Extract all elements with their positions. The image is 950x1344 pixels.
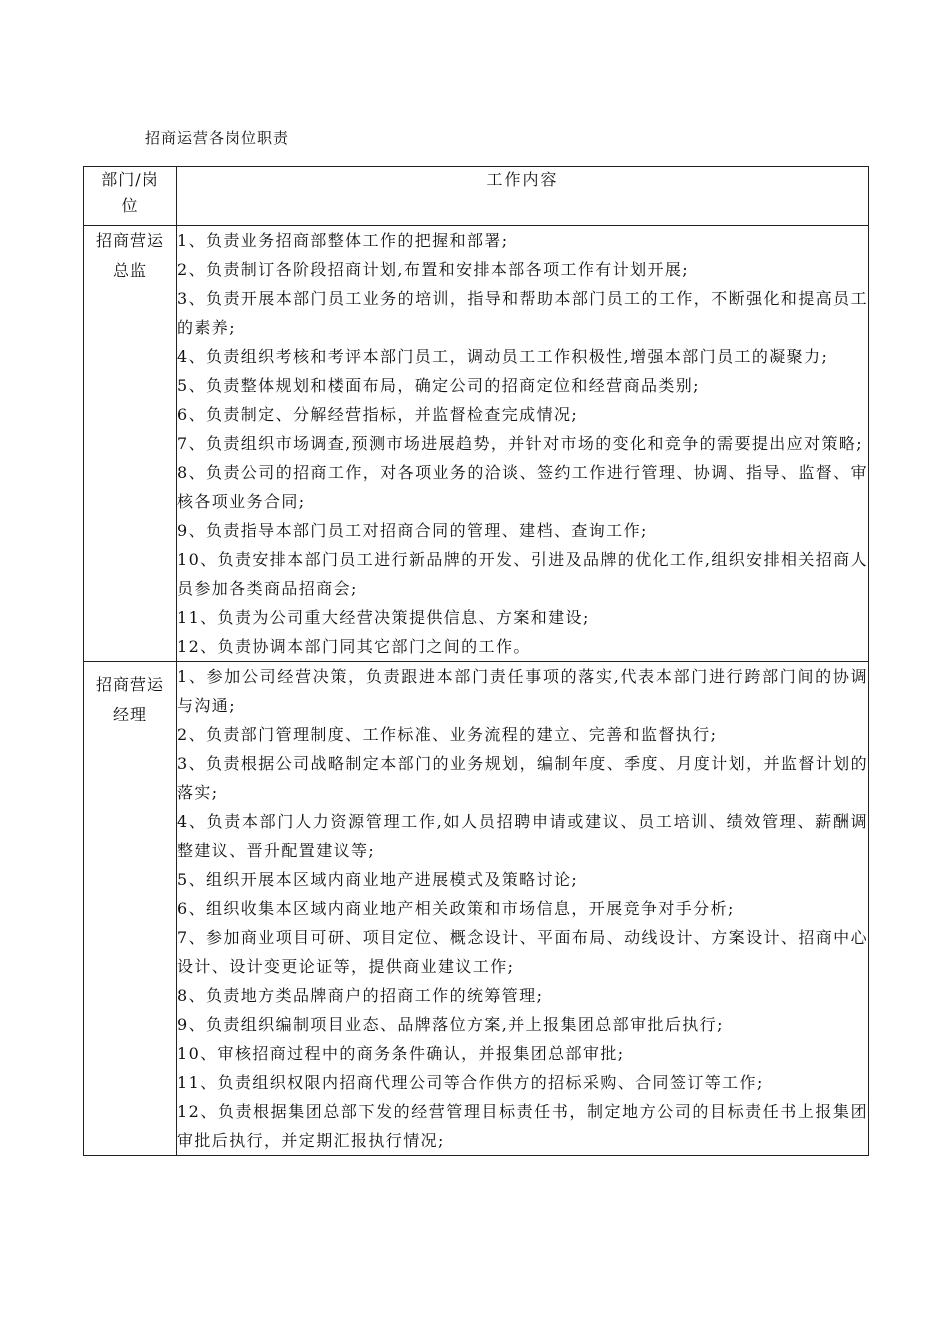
content-cell — [177, 662, 869, 1156]
duty-item: 2、负责制订各阶段招商计划,布置和安排本部各项工作有计划开展; — [177, 260, 690, 279]
header-content-label: 工作内容 — [486, 170, 559, 189]
duty-item: 1、负责业务招商部整体工作的把握和部署; — [177, 231, 509, 250]
duty-item: 11、负责组织权限内招商代理公司等合作供方的招标采购、合同签订等工作; — [177, 1073, 764, 1092]
header-dept-cell — [84, 167, 177, 226]
duty-item: 5、组织开展本区域内商业地产进展模式及策略讨论; — [177, 870, 579, 889]
duty-item: 10、负责安排本部门员工进行新品牌的开发、引进及品牌的优化工作,组织安排相关招商人员参加各类商品招商会; — [177, 550, 868, 598]
page-title: 招商运营各岗位职责 — [145, 129, 290, 147]
duty-item: 4、负责本部门人力资源管理工作,如人员招聘申请或建议、员工培训、绩效管理、薪酬调整建议、晋升配置建议等; — [177, 812, 868, 860]
table-header-row — [84, 167, 869, 226]
duty-item: 9、负责组织编制项目业态、品牌落位方案,并上报集团总部审批后执行; — [177, 1015, 724, 1034]
duty-item: 3、负责开展本部门员工业务的培训，指导和帮助本部门员工的工作，不断强化和提高员工的素养; — [177, 289, 868, 337]
duty-item: 8、负责公司的招商工作，对各项业务的洽谈、签约工作进行管理、协调、指导、监督、审核各项业务合同; — [177, 463, 868, 511]
duty-item: 6、负责制定、分解经营指标，并监督检查完成情况; — [177, 405, 579, 424]
dept-cell — [84, 226, 177, 662]
duty-table — [83, 166, 869, 1156]
duty-item: 9、负责指导本部门员工对招商合同的管理、建档、查询工作; — [177, 521, 648, 540]
duty-item: 11、负责为公司重大经营决策提供信息、方案和建设; — [177, 608, 590, 627]
table-row — [84, 226, 869, 662]
duty-item: 7、负责组织市场调查,预测市场进展趋势，并针对市场的变化和竞争的需要提出应对策略; — [177, 434, 864, 453]
duty-item: 10、审核招商过程中的商务条件确认，并报集团总部审批; — [177, 1044, 625, 1063]
header-dept-label: 部门/岗位 — [101, 170, 159, 215]
duty-item: 1、参加公司经营决策，负责跟进本部门责任事项的落实,代表本部门进行跨部门间的协调与沟通; — [177, 667, 868, 715]
duty-item: 4、负责组织考核和考评本部门员工，调动员工工作积极性,增强本部门员工的凝聚力; — [177, 347, 829, 366]
duty-item: 7、参加商业项目可研、项目定位、概念设计、平面布局、动线设计、方案设计、招商中心设计、设计变更论证等，提供商业建议工作; — [177, 928, 868, 976]
dept-name: 招商营运经理 — [95, 675, 164, 724]
duty-item: 2、负责部门管理制度、工作标准、业务流程的建立、完善和监督执行; — [177, 725, 718, 744]
header-content-cell — [177, 167, 869, 226]
dept-cell — [84, 662, 177, 1156]
table-row — [84, 662, 869, 1156]
duty-item: 3、负责根据公司战略制定本部门的业务规划，编制年度、季度、月度计划，并监督计划的落实; — [177, 754, 868, 802]
duty-item: 12、负责根据集团总部下发的经营管理目标责任书，制定地方公司的目标责任书上报集团审批后执行，并定期汇报执行情况; — [177, 1102, 868, 1150]
content-cell — [177, 226, 869, 662]
duty-item: 6、组织收集本区域内商业地产相关政策和市场信息，开展竞争对手分析; — [177, 899, 735, 918]
duty-item: 8、负责地方类品牌商户的招商工作的统筹管理; — [177, 986, 544, 1005]
duty-item: 12、负责协调本部门同其它部门之间的工作。 — [177, 637, 531, 656]
dept-name: 招商营运总监 — [95, 231, 164, 280]
duty-item: 5、负责整体规划和楼面布局，确定公司的招商定位和经营商品类别; — [177, 376, 700, 395]
